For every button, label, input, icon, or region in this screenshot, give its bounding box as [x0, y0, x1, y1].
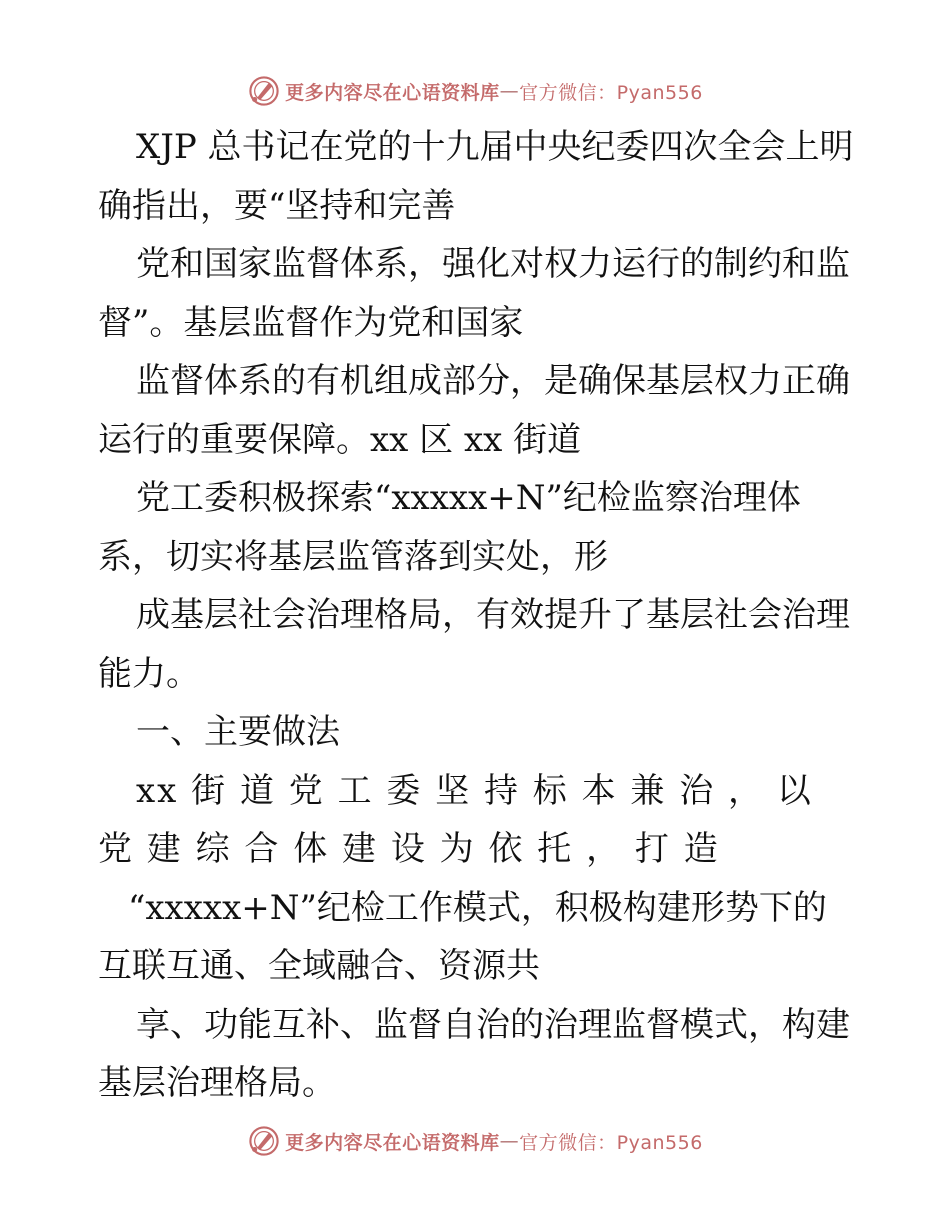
body-line: 确指出，要“坚持和完善: [98, 185, 456, 226]
body-line: 监督体系的有机组成部分，是确保基层权力正确: [136, 361, 850, 401]
seal-logo-icon: [247, 1124, 281, 1158]
banner-separator: —: [499, 1130, 520, 1152]
footer-watermark-banner: [0, 1121, 950, 1161]
body-line: 基层治理格局。: [98, 1063, 336, 1103]
section-heading: 一、主要做法: [136, 712, 340, 752]
body-line: “xxxxx+N”纪检工作模式，积极构建形势下的: [128, 887, 827, 928]
body-line: 享、功能互补、监督自治的治理监督模式，构建: [136, 1004, 850, 1045]
body-line: 党 建 综 合 体 建 设 为 依 托 ， 打 造: [98, 829, 720, 869]
banner-brand-text: 更多内容尽在心语资料库: [285, 1131, 500, 1154]
body-line: 系，切实将基层监管落到实处，形: [98, 536, 608, 577]
body-line: xx 街 道 党 工 委 坚 持 标 本 兼 治 ， 以: [136, 770, 813, 811]
banner-wechat-text: 官方微信：Pyan556: [519, 81, 703, 104]
body-line: 互联互通、全域融合、资源共: [98, 946, 540, 986]
banner-wechat-text: 官方微信：Pyan556: [519, 1131, 703, 1154]
banner-separator: —: [499, 80, 520, 102]
body-line: 能力。: [98, 653, 200, 694]
seal-logo-icon: [247, 74, 281, 108]
header-watermark-banner: [0, 71, 950, 111]
document-body: [98, 118, 858, 1113]
body-line: XJP 总书记在党的十九届中央纪委四次全会上明: [136, 127, 854, 167]
banner-brand-text: 更多内容尽在心语资料库: [285, 81, 500, 104]
body-line: 督”。基层监督作为党和国家: [98, 302, 524, 343]
body-line: 成基层社会治理格局，有效提升了基层社会治理: [136, 595, 850, 635]
body-line: 党和国家监督体系，强化对权力运行的制约和监: [136, 244, 850, 284]
body-line: 党工委积极探索“xxxxx+N”纪检监察治理体: [136, 478, 801, 518]
body-line: 运行的重要保障。xx 区 xx 街道: [98, 419, 582, 460]
